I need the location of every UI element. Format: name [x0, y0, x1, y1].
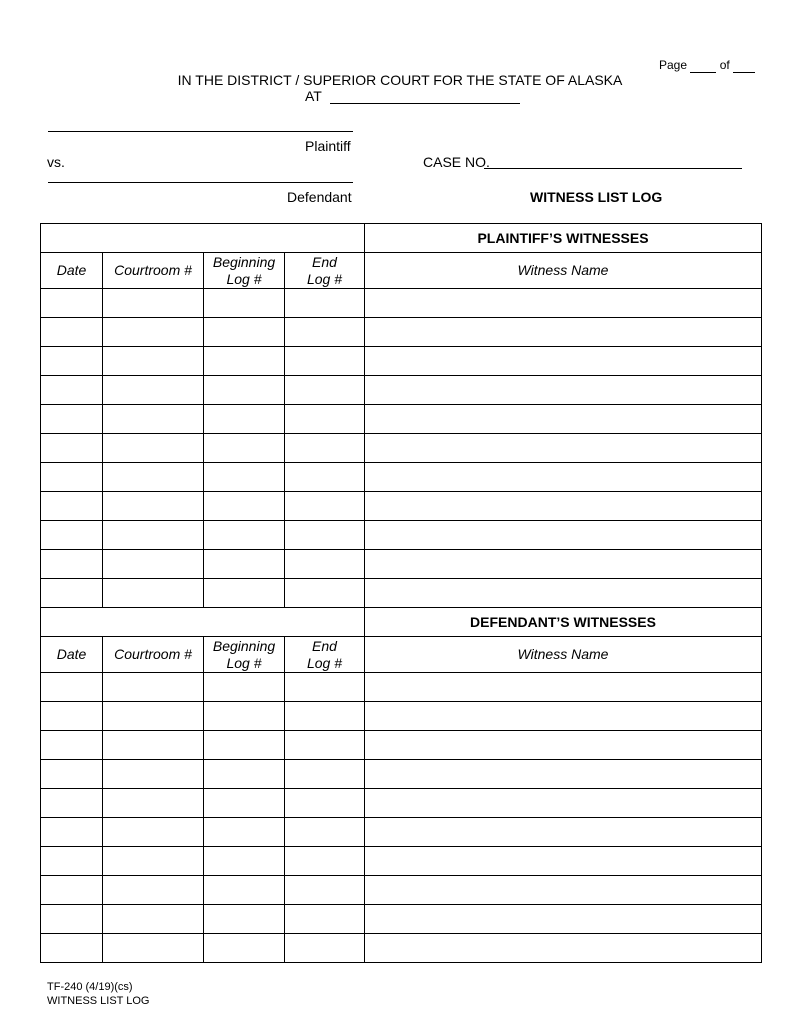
plaintiff-courtroom-cell[interactable]	[103, 434, 204, 463]
plaintiff-end-log-cell[interactable]	[285, 347, 365, 376]
plaintiff-courtroom-cell[interactable]	[103, 463, 204, 492]
defendant-date-cell[interactable]	[41, 731, 103, 760]
defendant-courtroom-cell[interactable]	[103, 876, 204, 905]
plaintiff-beginning-log-cell[interactable]	[204, 579, 285, 608]
plaintiff-entry-row	[41, 405, 762, 434]
at-label: AT	[305, 88, 322, 104]
defendant-courtroom-cell[interactable]	[103, 818, 204, 847]
plaintiff-end-log-cell[interactable]	[285, 376, 365, 405]
plaintiff-col-witness-name: Witness Name	[365, 253, 762, 289]
plaintiff-date-cell[interactable]	[41, 434, 103, 463]
witness-log-table	[40, 223, 762, 963]
defendant-entry-row	[41, 934, 762, 963]
defendant-end-log-cell[interactable]	[285, 731, 365, 760]
defendant-label: Defendant	[287, 189, 352, 205]
defendant-courtroom-cell[interactable]	[103, 673, 204, 702]
plaintiff-date-cell[interactable]	[41, 492, 103, 521]
plaintiff-witness-name-cell[interactable]	[365, 463, 762, 492]
plaintiff-witness-name-cell[interactable]	[365, 376, 762, 405]
plaintiff-courtroom-cell[interactable]	[103, 550, 204, 579]
defendant-beginning-log-cell[interactable]	[204, 673, 285, 702]
defendant-witness-name-cell[interactable]	[365, 673, 762, 702]
defendant-end-log-cell[interactable]	[285, 818, 365, 847]
plaintiff-courtroom-cell[interactable]	[103, 521, 204, 550]
plaintiff-courtroom-cell[interactable]	[103, 318, 204, 347]
defendant-witness-name-cell[interactable]	[365, 789, 762, 818]
defendant-witness-name-cell[interactable]	[365, 876, 762, 905]
plaintiff-end-log-cell[interactable]	[285, 492, 365, 521]
plaintiff-courtroom-cell[interactable]	[103, 579, 204, 608]
plaintiff-courtroom-cell[interactable]	[103, 492, 204, 521]
defendant-date-cell[interactable]	[41, 847, 103, 876]
defendant-date-cell[interactable]	[41, 760, 103, 789]
defendant-entry-row	[41, 818, 762, 847]
plaintiff-witness-name-cell[interactable]	[365, 347, 762, 376]
defendant-entry-row	[41, 760, 762, 789]
defendant-witness-name-cell[interactable]	[365, 760, 762, 789]
defendant-end-log-cell[interactable]	[285, 876, 365, 905]
defendant-beginning-log-cell[interactable]	[204, 731, 285, 760]
plaintiff-entry-row	[41, 289, 762, 318]
defendant-end-log-cell[interactable]	[285, 847, 365, 876]
defendant-entry-row	[41, 847, 762, 876]
case-no-label: CASE NO.	[423, 154, 490, 170]
defendant-col-end-log: End Log #	[285, 637, 365, 673]
defendant-name-line[interactable]	[48, 182, 353, 183]
defendant-beginning-log-cell[interactable]	[204, 789, 285, 818]
defendant-col-beginning-log: Beginning Log #	[204, 637, 285, 673]
defendant-section-header	[41, 608, 762, 637]
form-name: WITNESS LIST LOG	[47, 995, 150, 1007]
plaintiff-section-header	[41, 224, 762, 253]
plaintiff-end-log-cell[interactable]	[285, 579, 365, 608]
plaintiff-witness-name-cell[interactable]	[365, 550, 762, 579]
defendant-date-cell[interactable]	[41, 702, 103, 731]
plaintiff-col-courtroom: Courtroom #	[103, 253, 204, 289]
court-heading: IN THE DISTRICT / SUPERIOR COURT FOR THE STATE OF ALASKA	[177, 72, 623, 88]
of-label: of	[719, 58, 730, 72]
plaintiff-date-cell[interactable]	[41, 376, 103, 405]
plaintiff-col-end-log: End Log #	[285, 253, 365, 289]
plaintiff-entry-row	[41, 463, 762, 492]
plaintiff-entry-row	[41, 521, 762, 550]
defendant-courtroom-cell[interactable]	[103, 702, 204, 731]
defendant-column-headers	[41, 637, 762, 673]
plaintiff-witness-name-cell[interactable]	[365, 405, 762, 434]
plaintiff-courtroom-cell[interactable]	[103, 289, 204, 318]
plaintiff-date-cell[interactable]	[41, 550, 103, 579]
defendant-end-log-cell[interactable]	[285, 673, 365, 702]
plaintiff-beginning-log-cell[interactable]	[204, 347, 285, 376]
defendant-col-courtroom: Courtroom #	[103, 637, 204, 673]
plaintiff-witness-name-cell[interactable]	[365, 434, 762, 463]
plaintiff-end-log-cell[interactable]	[285, 289, 365, 318]
defendant-date-cell[interactable]	[41, 934, 103, 963]
form-footer	[47, 980, 150, 1008]
defendant-end-log-cell[interactable]	[285, 905, 365, 934]
at-location-blank[interactable]	[330, 89, 520, 104]
plaintiff-beginning-log-cell[interactable]	[204, 376, 285, 405]
defendant-beginning-log-cell[interactable]	[204, 876, 285, 905]
defendant-date-cell[interactable]	[41, 789, 103, 818]
plaintiff-section-title: PLAINTIFF’S WITNESSES	[365, 224, 762, 253]
plaintiff-witness-name-cell[interactable]	[365, 289, 762, 318]
defendant-witness-name-cell[interactable]	[365, 731, 762, 760]
defendant-courtroom-cell[interactable]	[103, 934, 204, 963]
defendant-col-witness-name: Witness Name	[365, 637, 762, 673]
plaintiff-entry-row	[41, 347, 762, 376]
plaintiff-witness-name-cell[interactable]	[365, 492, 762, 521]
plaintiff-entry-row	[41, 492, 762, 521]
at-line	[305, 88, 520, 104]
plaintiff-beginning-log-cell[interactable]	[204, 405, 285, 434]
defendant-beginning-log-cell[interactable]	[204, 847, 285, 876]
plaintiff-courtroom-cell[interactable]	[103, 347, 204, 376]
defendant-beginning-log-cell[interactable]	[204, 702, 285, 731]
case-no-blank[interactable]	[484, 168, 742, 169]
defendant-end-log-cell[interactable]	[285, 702, 365, 731]
defendant-date-cell[interactable]	[41, 876, 103, 905]
defendant-witness-name-cell[interactable]	[365, 702, 762, 731]
defendant-end-log-cell[interactable]	[285, 789, 365, 818]
defendant-beginning-log-cell[interactable]	[204, 934, 285, 963]
plaintiff-name-line[interactable]	[48, 131, 353, 132]
plaintiff-end-log-cell[interactable]	[285, 405, 365, 434]
plaintiff-end-log-cell[interactable]	[285, 318, 365, 347]
plaintiff-entry-row	[41, 318, 762, 347]
plaintiff-entry-row	[41, 376, 762, 405]
plaintiff-column-headers	[41, 253, 762, 289]
defendant-beginning-log-cell[interactable]	[204, 760, 285, 789]
defendant-courtroom-cell[interactable]	[103, 847, 204, 876]
plaintiff-date-cell[interactable]	[41, 579, 103, 608]
plaintiff-entry-row	[41, 579, 762, 608]
page-indicator	[659, 58, 755, 73]
defendant-end-log-cell[interactable]	[285, 760, 365, 789]
plaintiff-beginning-log-cell[interactable]	[204, 550, 285, 579]
defendant-entry-row	[41, 731, 762, 760]
form-number: TF-240 (4/19)(cs)	[47, 981, 133, 993]
defendant-courtroom-cell[interactable]	[103, 731, 204, 760]
defendant-col-date: Date	[41, 637, 103, 673]
page-number-blank[interactable]	[690, 58, 716, 73]
defendant-date-cell[interactable]	[41, 818, 103, 847]
defendant-date-cell[interactable]	[41, 673, 103, 702]
plaintiff-entry-row	[41, 434, 762, 463]
defendant-entry-row	[41, 905, 762, 934]
plaintiff-beginning-log-cell[interactable]	[204, 318, 285, 347]
defendant-entry-row	[41, 876, 762, 905]
defendant-courtroom-cell[interactable]	[103, 760, 204, 789]
plaintiff-courtroom-cell[interactable]	[103, 405, 204, 434]
plaintiff-section-spacer	[41, 224, 365, 253]
defendant-section-spacer	[41, 608, 365, 637]
defendant-date-cell[interactable]	[41, 905, 103, 934]
defendant-witness-name-cell[interactable]	[365, 934, 762, 963]
plaintiff-beginning-log-cell[interactable]	[204, 289, 285, 318]
plaintiff-witness-name-cell[interactable]	[365, 579, 762, 608]
plaintiff-label: Plaintiff	[305, 138, 351, 154]
plaintiff-beginning-log-cell[interactable]	[204, 521, 285, 550]
defendant-beginning-log-cell[interactable]	[204, 818, 285, 847]
plaintiff-end-log-cell[interactable]	[285, 521, 365, 550]
defendant-courtroom-cell[interactable]	[103, 905, 204, 934]
plaintiff-courtroom-cell[interactable]	[103, 376, 204, 405]
vs-label: vs.	[47, 154, 65, 170]
plaintiff-date-cell[interactable]	[41, 289, 103, 318]
plaintiff-date-cell[interactable]	[41, 318, 103, 347]
defendant-end-log-cell[interactable]	[285, 934, 365, 963]
plaintiff-col-date: Date	[41, 253, 103, 289]
defendant-beginning-log-cell[interactable]	[204, 905, 285, 934]
plaintiff-date-cell[interactable]	[41, 463, 103, 492]
defendant-section-title: DEFENDANT’S WITNESSES	[365, 608, 762, 637]
plaintiff-witness-name-cell[interactable]	[365, 521, 762, 550]
plaintiff-beginning-log-cell[interactable]	[204, 434, 285, 463]
plaintiff-beginning-log-cell[interactable]	[204, 492, 285, 521]
defendant-entry-row	[41, 702, 762, 731]
plaintiff-beginning-log-cell[interactable]	[204, 463, 285, 492]
total-pages-blank[interactable]	[733, 58, 755, 73]
defendant-witness-name-cell[interactable]	[365, 818, 762, 847]
defendant-courtroom-cell[interactable]	[103, 789, 204, 818]
plaintiff-end-log-cell[interactable]	[285, 463, 365, 492]
plaintiff-col-beginning-log: Beginning Log #	[204, 253, 285, 289]
defendant-witness-name-cell[interactable]	[365, 847, 762, 876]
defendant-entry-row	[41, 789, 762, 818]
plaintiff-date-cell[interactable]	[41, 347, 103, 376]
form-title: WITNESS LIST LOG	[530, 189, 663, 205]
plaintiff-entry-row	[41, 550, 762, 579]
defendant-witness-name-cell[interactable]	[365, 905, 762, 934]
plaintiff-date-cell[interactable]	[41, 405, 103, 434]
defendant-entry-row	[41, 673, 762, 702]
page-label: Page	[659, 58, 688, 72]
plaintiff-witness-name-cell[interactable]	[365, 318, 762, 347]
plaintiff-date-cell[interactable]	[41, 521, 103, 550]
plaintiff-end-log-cell[interactable]	[285, 434, 365, 463]
plaintiff-end-log-cell[interactable]	[285, 550, 365, 579]
